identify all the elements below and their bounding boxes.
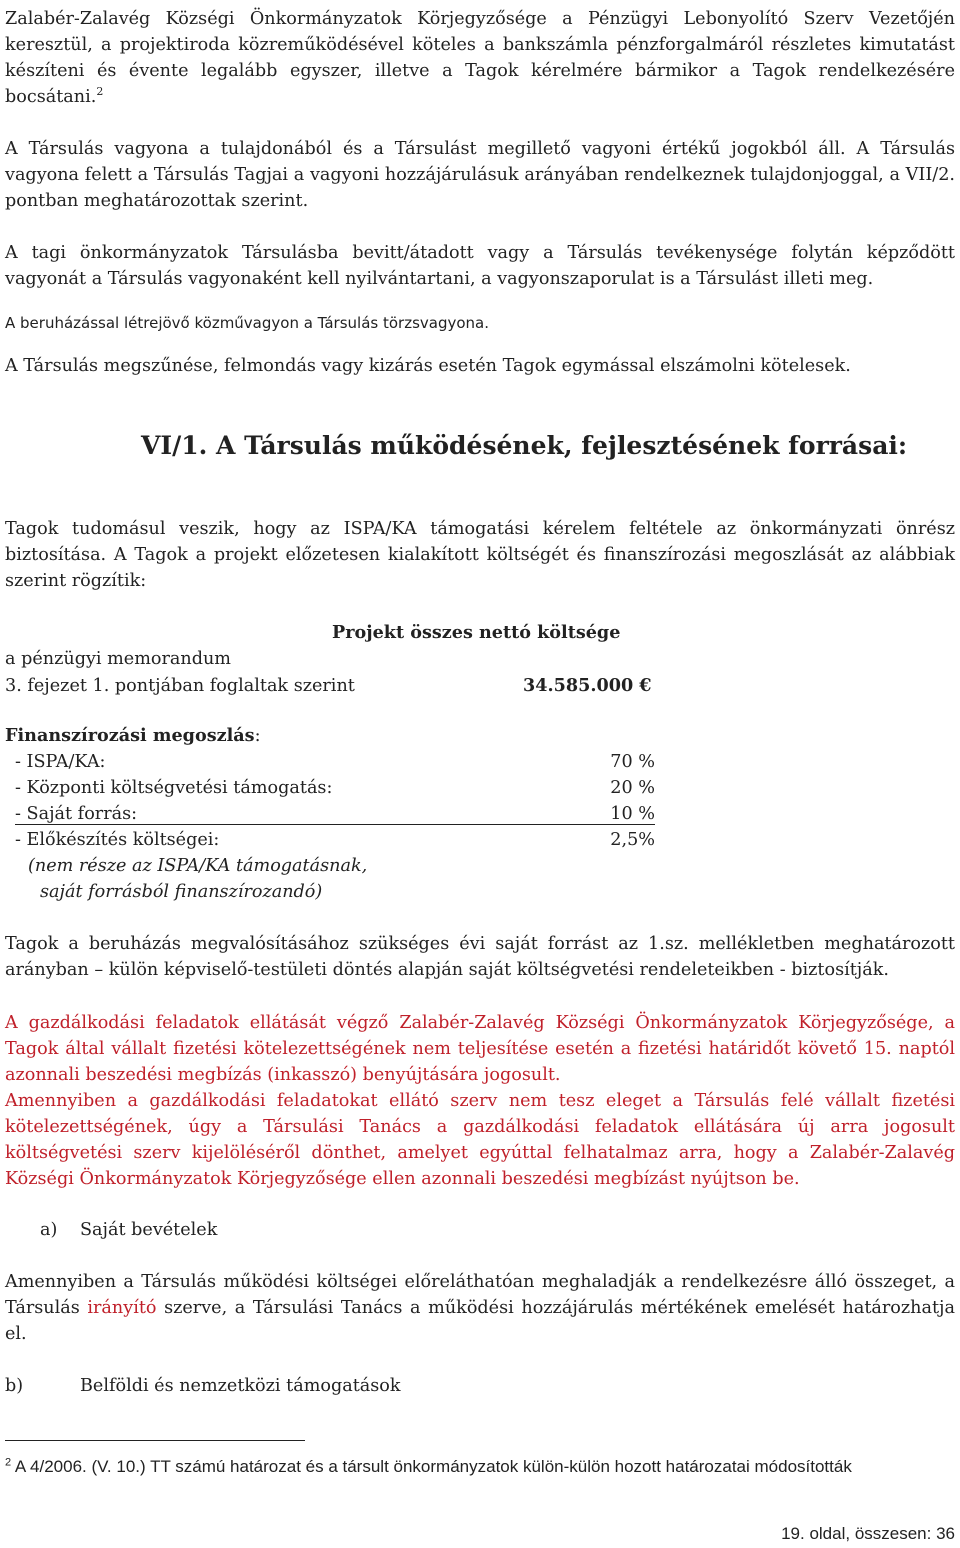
section-heading: VI/1. A Társulás működésének, fejlesztésének forrásai: [141,431,908,460]
paragraph-own-source: Tagok a beruházás megvalósításához szükséges évi saját forrást az 1.sz. mellékletben meghatározott arányban – külön képviselő-testületi döntés alapján saját költségvetési rendeleteikben - biztosítják. [5,934,955,980]
financing-title-colon: : [254,726,261,746]
financing-note-2: saját forrásból finanszírozandó) [40,882,323,902]
footnote-number: 2 [5,1456,12,1469]
cost-line-1: a pénzügyi memorandum [5,649,231,669]
paragraph-text: Amennyiben a Társulás működési költségei előreláthatóan meghaladják a rendelkezésre álló összeget, a Társulás [5,1272,955,1318]
financing-row-label: - Előkészítés költségei: [15,830,220,850]
paragraph-dissolution: A Társulás megszűnése, felmondás vagy kizárás esetén Tagok egymással elszámolni kötelesek. [5,356,851,376]
financing-row-label: - Saját forrás: [15,804,138,824]
financing-title-text: Finanszírozási megoszlás [5,725,255,746]
paragraph-utility-assets: A beruházással létrejövő közművagyon a Társulás törzsvagyona. [5,314,490,332]
financing-row-value: 20 % [610,778,655,798]
financing-title [5,723,261,749]
footnote-reference[interactable]: 2 [96,85,104,99]
paragraph-operating-costs [5,1269,955,1347]
paragraph-collection: A gazdálkodási feladatok ellátását végző Zalabér-Zalavég Községi Önkormányzatok Körjegyzősége, a Tagok által vállalt fizetési kötelezettségének nem teljesítése esetén a fizetési határidőt követő 15. naptól azonnali beszedési megbízás (inkasszó) benyújtására jogosult. [5,1013,955,1085]
item-a-text: Saját bevételek [80,1220,218,1240]
financing-row-value: 2,5% [610,830,655,850]
item-b-marker: b) [5,1376,24,1396]
financing-row [15,827,655,853]
cost-header: Projekt összes nettó költsége [332,622,621,643]
financing-row-value: 10 % [610,804,655,824]
paragraph-ispa: Tagok tudomásul veszik, hogy az ISPA/KA támogatási kérelem feltétele az önkormányzati önrész biztosítása. A Tagok a projekt előzetesen kialakított költségét és finanszírozási megoszlását az alábbiak szerint rögzítik: [5,519,955,591]
paragraph-text: Zalabér-Zalavég Községi Önkormányzatok Körjegyzősége a Pénzügyi Lebonyolító Szerv Vezetőjén keresztül, a projektiroda közreműködésével köteles a bankszámla pénzforgalmáról részletes kimutatást készíteni és évente legalább egyszer, illetve a Tagok kérelmére bármikor a Tagok rendelkezésére bocsátani. [5,9,955,107]
cost-amount: 34.585.000 € [523,675,652,696]
paragraph-member-assets: A tagi önkormányzatok Társulásba bevitt/átadott vagy a Társulás tevékenysége folytán képződött vagyonát a Társulás vagyonaként kell nyilvántartani, a vagyonszaporulat is a Társulást illeti meg. [5,243,955,289]
cost-line-2: 3. fejezet 1. pontjában foglaltak szerint [5,676,355,696]
paragraph-assets: A Társulás vagyona a tulajdonából és a Társulást megillető vagyoni értékű jogokból áll. A Társulás vagyona felett a Társulás Tagjai a vagyoni hozzájárulásuk arányában rendelkeznek tulajdonjoggal, a VII/2. pontban meghatározottak szerint. [5,139,955,211]
financing-row [15,749,655,775]
paragraph-bank-statement [5,6,955,110]
financing-note-1: (nem része az ISPA/KA támogatásnak, [28,856,368,876]
paragraph-designation: Amennyiben a gazdálkodási feladatokat ellátó szerv nem tesz eleget a Társulás felé vállalt fizetési kötelezettségének, úgy a Társulási Tanács a gazdálkodási feladatok ellátására új arra jogosult költségvetési szerv kijelöléséről dönthet, amelyet egyúttal felhatalmaz arra, hogy a Zalabér-Zalavég Községi Önkormányzatok Körjegyzősége ellen azonnali beszedési megbízást nyújtson be. [5,1091,955,1189]
financing-row-label: - ISPA/KA: [15,752,106,772]
footnote-text: A 4/2006. (V. 10.) TT számú határozat és a társult önkormányzatok külön-külön hozott határozatai módosították [11,1457,852,1476]
financing-row [15,775,655,801]
page-number: 19. oldal, összesen: 36 [781,1524,955,1543]
item-b-text: Belföldi és nemzetközi támogatások [80,1376,401,1396]
paragraph-text: szerve, a Társulási Tanács a működési hozzájárulás mértékének emelését határozhatja el. [5,1298,955,1344]
footnote [5,1455,955,1479]
financing-row-label: - Központi költségvetési támogatás: [15,778,333,798]
footnote-rule [5,1440,305,1441]
financing-row-value: 70 % [610,752,655,772]
highlight-word: irányító [87,1298,157,1318]
financing-rule [15,824,655,825]
item-a-marker: a) [40,1220,58,1240]
